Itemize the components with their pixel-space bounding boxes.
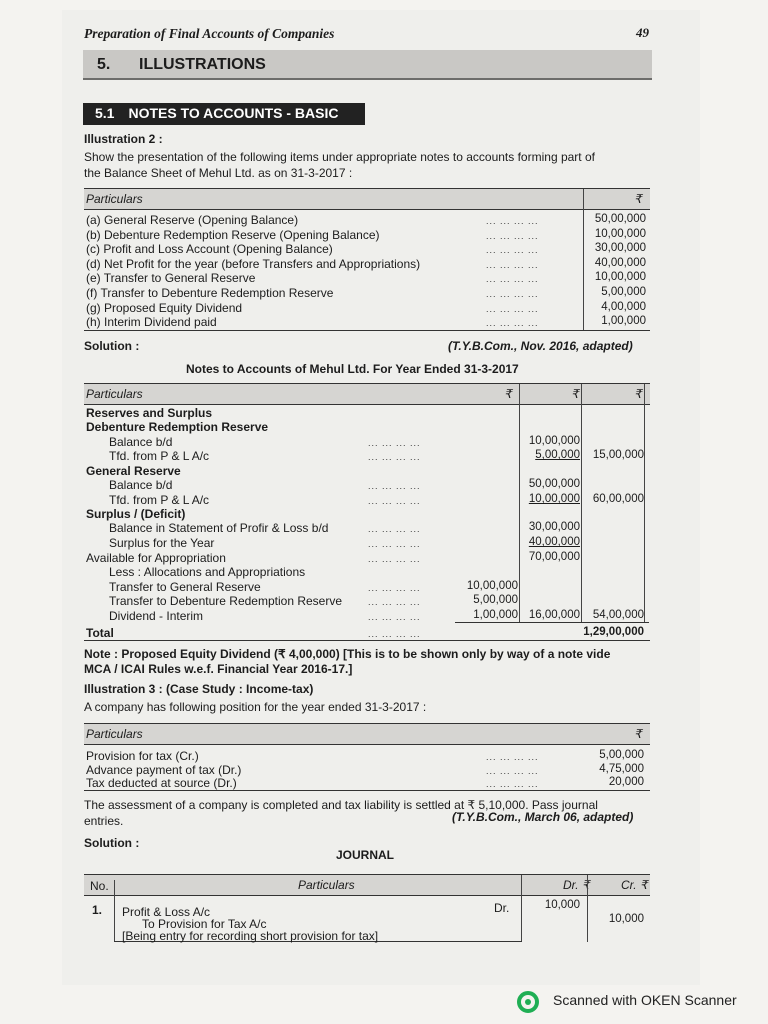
surplus-total: 54,00,000	[592, 609, 644, 621]
ill2-row-amount: 30,00,000	[594, 242, 646, 255]
ill2-row-label: (f) Transfer to Debenture Redemption Reserve	[86, 286, 334, 300]
gr-heading: General Reserve	[86, 464, 181, 478]
ill3-row-amount: 4,75,000	[599, 762, 644, 775]
avail-label: Available for Appropriation	[86, 551, 226, 565]
gr-tfd-amount: 10,00,000	[528, 493, 580, 505]
ill2-row-label: (b) Debenture Redemption Reserve (Opening Balance)	[86, 227, 380, 242]
t-gr-label: Transfer to General Reserve	[109, 580, 261, 594]
bal-stmt-amount: 30,00,000	[528, 521, 580, 533]
journal-line-2: To Provision for Tax A/c	[142, 917, 267, 931]
notes-title: Notes to Accounts of Mehul Ltd. For Year Ended 31-3-2017	[186, 362, 519, 376]
ill3-row-label: Advance payment of tax (Dr.)	[86, 762, 242, 777]
div-amount: 1,00,000	[473, 609, 518, 621]
journal-narration: [Being entry for recording short provision for tax]	[122, 929, 379, 943]
illustration-2-question: Show the presentation of the following items under appropriate notes to accounts forming part of	[84, 150, 595, 164]
leader-dots: ... ... ... ...	[486, 765, 539, 776]
ill2-row-amount: 40,00,000	[594, 256, 646, 269]
journal-col-particulars: Particulars	[298, 878, 355, 892]
illustration-3-heading: Illustration 3 : (Case Study : Income-tax)	[84, 682, 314, 696]
ill2-row-amount: 50,00,000	[594, 213, 646, 225]
leader-dots: ... ... ... ...	[486, 230, 539, 241]
section-number: 5.	[97, 56, 111, 73]
leader-dots: ... ... ... ...	[368, 496, 421, 506]
subsection-title: NOTES TO ACCOUNTS - BASIC	[128, 105, 339, 121]
notes-col-1: ₹	[504, 387, 512, 401]
notes-col-2: ₹	[571, 387, 579, 401]
illustration-2-heading: Illustration 2 :	[84, 132, 163, 146]
drr-tfd-amount: 5,00,000	[535, 449, 580, 461]
t-drr-label: Transfer to Debenture Redemption Reserve	[109, 594, 343, 608]
section-title: ILLUSTRATIONS	[139, 56, 266, 73]
ill2-row-label: (e) Transfer to General Reserve	[86, 271, 256, 286]
ill2-table-header	[84, 188, 650, 210]
leader-dots: ... ... ... ...	[486, 216, 539, 226]
less-label: Less : Allocations and Appropriations	[109, 565, 306, 579]
leader-dots: ... ... ... ...	[368, 524, 421, 534]
journal-col-cr: Cr. ₹	[621, 878, 648, 892]
surplus-year-amount: 40,00,000	[528, 536, 580, 548]
drr-tfd-label: Tfd. from P & L A/c	[109, 449, 210, 463]
leader-dots: ... ... ... ...	[368, 554, 421, 564]
div-label: Dividend - Interim	[109, 609, 204, 623]
t-drr-amount: 5,00,000	[473, 594, 518, 606]
drr-heading: Debenture Redemption Reserve	[86, 420, 269, 434]
journal-entry-no: 1.	[92, 903, 103, 917]
leader-dots: ... ... ... ...	[368, 481, 421, 491]
leader-dots: ... ... ... ...	[486, 779, 539, 789]
ill2-row-amount: 5,00,000	[601, 286, 646, 298]
ill3-text: The assessment of a company is completed and tax liability is settled at ₹ 5,10,000. Pass journal	[84, 798, 598, 812]
oken-scanner-logo-icon	[517, 991, 539, 1013]
ill3-row-label: Tax deducted at source (Dr.)	[86, 776, 237, 790]
grand-total: 1,29,00,000	[583, 626, 644, 638]
ill2-row-label: (a) General Reserve (Opening Balance)	[86, 213, 299, 227]
note-line-2: MCA / ICAI Rules w.e.f. Financial Year 2016-17.]	[84, 662, 353, 676]
ill2-row-label: (d) Net Profit for the year (before Transfers and Appropriations)	[86, 256, 421, 271]
alloc-total: 16,00,000	[528, 609, 580, 621]
total-label: Total	[86, 626, 114, 640]
leader-dots: ... ... ... ...	[368, 539, 421, 549]
drr-balance-amount: 10,00,000	[528, 435, 580, 447]
page-number: 49	[636, 25, 649, 40]
ill3-solution-label: Solution :	[84, 836, 140, 850]
leader-dots: ... ... ... ...	[486, 274, 539, 285]
bal-stmt-label: Balance in Statement of Profir & Loss b/d	[109, 521, 329, 535]
ill3-row-amount: 5,00,000	[599, 749, 644, 761]
gr-total: 60,00,000	[592, 493, 644, 505]
notes-col-particulars: Particulars	[86, 387, 143, 401]
surplus-year-label: Surplus for the Year	[109, 536, 215, 550]
ill2-row-label: (g) Proposed Equity Dividend	[86, 300, 243, 315]
leader-dots: ... ... ... ...	[368, 612, 421, 622]
leader-dots: ... ... ... ...	[368, 597, 421, 607]
surplus-heading: Surplus / (Deficit)	[86, 507, 186, 521]
leader-dots: ... ... ... ...	[368, 452, 421, 462]
section-heading	[83, 50, 652, 80]
col-particulars: Particulars	[86, 192, 143, 206]
leader-dots: ... ... ... ...	[368, 583, 421, 593]
ill3-col-amount: ₹	[634, 727, 642, 741]
journal-dr-amount: 10,000	[544, 899, 580, 911]
ill3-text-cont: entries.	[84, 814, 124, 828]
ill3-source: (T.Y.B.Com., March 06, adapted)	[452, 810, 634, 824]
ill2-row-label: (h) Interim Dividend paid	[86, 315, 217, 330]
ill3-row-amount: 20,000	[608, 776, 644, 788]
journal-dr-mark: Dr.	[494, 901, 510, 915]
journal-cr-amount: 10,000	[608, 913, 644, 925]
ill2-row-amount: 10,00,000	[594, 227, 646, 240]
ill3-col-particulars: Particulars	[86, 727, 143, 741]
t-gr-amount: 10,00,000	[466, 580, 518, 592]
drr-total: 15,00,000	[592, 449, 644, 461]
journal-header	[84, 874, 650, 896]
leader-dots: ... ... ... ...	[486, 245, 539, 256]
running-header: Preparation of Final Accounts of Companies	[84, 26, 335, 41]
ill2-row-amount: 10,00,000	[594, 271, 646, 284]
scanner-watermark: Scanned with OKEN Scanner	[553, 992, 737, 1008]
gr-balance-amount: 50,00,000	[528, 478, 580, 490]
ill3-table-header	[84, 723, 650, 745]
drr-balance-label: Balance b/d	[109, 435, 173, 449]
illustration-3-question: A company has following position for the year ended 31-3-2017 :	[84, 700, 427, 714]
source-citation: (T.Y.B.Com., Nov. 2016, adapted)	[448, 339, 633, 353]
leader-dots: ... ... ... ...	[368, 629, 421, 639]
gr-tfd-label: Tfd. from P & L A/c	[109, 493, 210, 507]
ill2-row-amount: 4,00,000	[601, 300, 646, 313]
illustration-2-question-cont: the Balance Sheet of Mehul Ltd. as on 31-3-2017 :	[84, 166, 353, 180]
leader-dots: ... ... ... ...	[368, 438, 421, 448]
reserves-heading: Reserves and Surplus	[86, 406, 213, 420]
avail-amount: 70,00,000	[528, 551, 580, 563]
note-line-1: Note : Proposed Equity Dividend (₹ 4,00,000) [This is to be shown only by way of a note vide	[84, 647, 611, 661]
leader-dots: ... ... ... ...	[486, 318, 539, 329]
subsection-heading	[83, 103, 365, 125]
solution-label: Solution :	[84, 339, 140, 353]
ill2-row-label: (c) Profit and Loss Account (Opening Balance)	[86, 242, 333, 257]
leader-dots: ... ... ... ...	[486, 259, 539, 270]
ill2-row-amount: 1,00,000	[601, 315, 646, 328]
gr-balance-label: Balance b/d	[109, 478, 173, 492]
ill3-row-label: Provision for tax (Cr.)	[86, 749, 199, 763]
book-page	[62, 10, 700, 985]
notes-table-header	[84, 383, 650, 405]
journal-line-1: Profit & Loss A/c	[122, 905, 211, 919]
journal-col-no: No.	[90, 879, 109, 893]
journal-col-dr: Dr. ₹	[563, 878, 590, 892]
journal-title: JOURNAL	[336, 848, 395, 862]
leader-dots: ... ... ... ...	[486, 752, 539, 762]
leader-dots: ... ... ... ...	[486, 303, 539, 314]
leader-dots: ... ... ... ...	[486, 289, 539, 299]
col-amount: ₹	[634, 192, 642, 206]
notes-col-3: ₹	[634, 387, 642, 401]
subsection-number: 5.1	[95, 105, 115, 121]
